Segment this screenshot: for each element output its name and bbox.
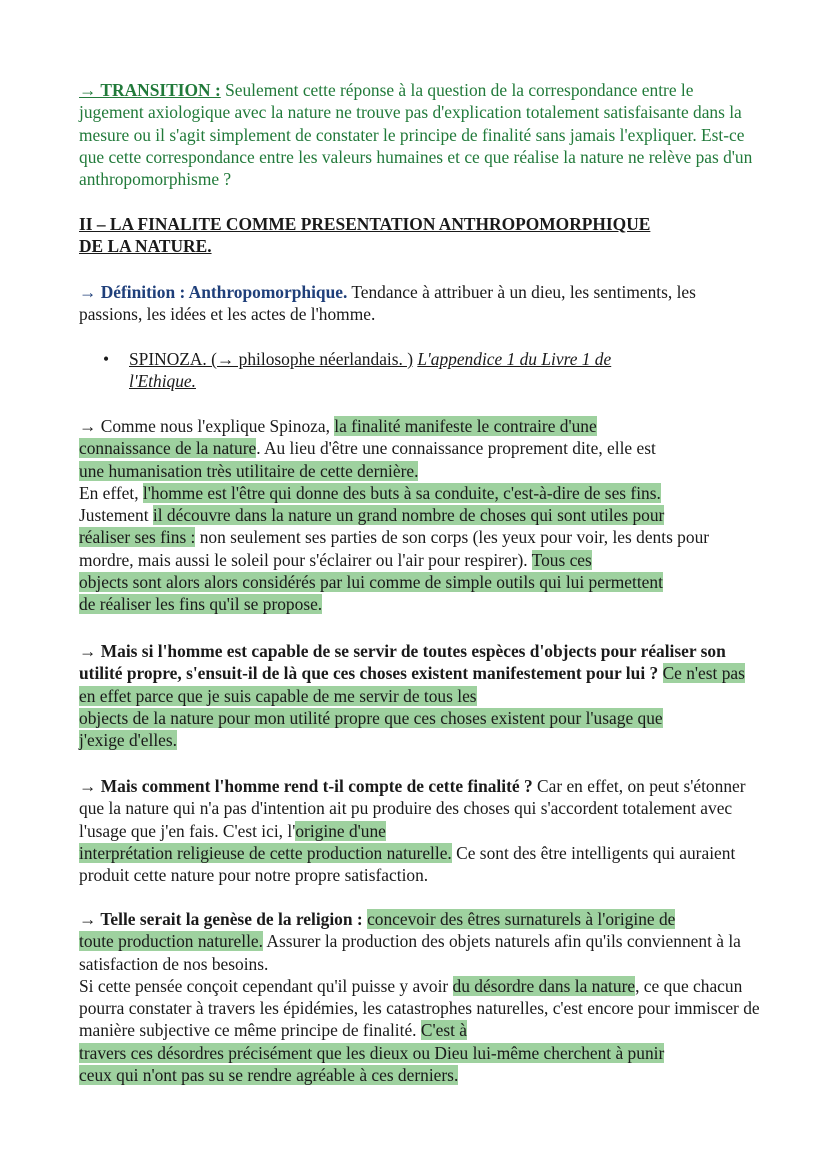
highlighted-text: origine d'une xyxy=(295,820,386,841)
reference-bullet xyxy=(103,348,703,393)
text-span: , ce que chacun pourra constater à travers les épidémies, les catastrophes naturelles, c'est encore pour immiscer de manière subjective ce même principe de finalité. xyxy=(79,975,760,1041)
definition-label: → Définition : Anthropomorphique. xyxy=(79,282,348,302)
bold-question: → Mais comment l'homme rend t-il compte de cette finalité ? xyxy=(79,776,533,796)
usefulness-paragraph xyxy=(79,640,759,751)
highlighted-text: du désordre dans la nature xyxy=(452,975,636,996)
transition-paragraph xyxy=(79,79,759,190)
highlighted-text: ceux qui n'ont pas su se rendre agréable à ces derniers. xyxy=(79,1065,459,1086)
highlighted-text: C'est à xyxy=(420,1020,467,1041)
highlighted-text: l'homme est l'être qui donne des buts à sa conduite, c'est-à-dire de ses fins. xyxy=(142,482,661,503)
spinoza-paragraph xyxy=(79,415,759,616)
bold-question: → Mais si l'homme est capable de se servir de toutes espèces d'objects pour réaliser son utilité propre, s'ensuit-il de là que ces choses existent manifestement pour lui ? xyxy=(79,641,726,684)
transition-label: → TRANSITION : xyxy=(79,80,221,100)
transition-text: Seulement cette réponse à la question de la correspondance entre le jugement axiologique avec la nature ne trouve pas d'explication totalement satisfaisante dans la mesure ou il s'agit simplement de constater le principe de finalité sans jamais l'expliquer. Est-ce que cette correspondance entre les valeurs humaines et ce que réalise la nature ne relève pas d'un anthropomorphisme ? xyxy=(79,80,753,190)
highlighted-text: Tous ces xyxy=(531,549,592,570)
highlighted-text: connaissance de la nature xyxy=(79,438,257,459)
highlighted-text: de réaliser les fins qu'il se propose. xyxy=(79,594,323,615)
highlighted-text: réaliser ses fins : xyxy=(79,527,196,548)
highlighted-text: toute production naturelle. xyxy=(79,931,263,952)
highlighted-text: concevoir des êtres surnaturels à l'origine de xyxy=(367,909,676,929)
text-span: Justement xyxy=(79,505,153,526)
highlighted-text: interprétation religieuse de cette production naturelle. xyxy=(79,842,452,863)
bullet-work-line2: l'Ethique. xyxy=(129,371,196,392)
highlighted-text: Ce n'est pas en effet parce que je suis capable de me servir de tous les xyxy=(79,663,745,706)
definition-paragraph xyxy=(79,281,759,326)
text-span: Si cette pensée conçoit cependant qu'il puisse y avoir xyxy=(79,975,453,996)
highlighted-text: travers ces désordres précisément que les dieux ou Dieu lui-même cherchent à punir xyxy=(79,1042,665,1063)
bullet-work-line1: L'appendice 1 du Livre 1 de xyxy=(417,349,612,369)
definition-text: Tendance à attribuer à un dieu, les sentiments, les passions, les idées et les actes de l'homme. xyxy=(79,282,696,325)
bullet-icon: • xyxy=(103,349,110,369)
highlighted-text: une humanisation très utilitaire de cette dernière. xyxy=(79,460,419,481)
section-heading xyxy=(79,213,779,258)
highlighted-text: il découvre dans la nature un grand nombre de choses qui sont utiles pour xyxy=(152,505,665,526)
section-heading-line1: II – LA FINALITE COMME PRESENTATION ANTHROPOMORPHIQUE xyxy=(79,214,651,234)
highlighted-text: j'exige d'elles. xyxy=(79,730,178,751)
bullet-author: SPINOZA. (→ philosophe néerlandais. ) xyxy=(129,349,413,369)
section-heading-line2: DE LA NATURE. xyxy=(79,236,212,257)
highlighted-text: objects sont alors alors considérés par lui comme de simple outils qui lui permettent xyxy=(79,572,663,593)
religion-origin-paragraph xyxy=(79,775,759,886)
highlighted-text: la finalité manifeste le contraire d'une xyxy=(334,416,597,436)
text-span: . Au lieu d'être une connaissance proprement dite, elle est xyxy=(256,438,656,459)
text-span: → Comme nous l'explique Spinoza, xyxy=(79,416,335,436)
text-span: Ce sont des être intelligents qui auraient produit cette nature pour notre propre satisfaction. xyxy=(79,842,736,886)
bold-question: → Telle serait la genèse de la religion : xyxy=(79,909,363,929)
highlighted-text: objects de la nature pour mon utilité propre que ces choses existent pour l'usage que xyxy=(79,707,663,728)
text-span: Car en effet, on peut s'étonner que la nature qui n'a pas d'intention ait pu produire des choses qui s'accordent totalement avec l'usage que j'en fais. C'est ici, l' xyxy=(79,776,746,841)
genesis-paragraph xyxy=(79,908,761,1086)
text-span: non seulement ses parties de son corps (les yeux pour voir, les dents pour mordre, mais aussi le soleil pour s'éclairer ou l'air pour respirer). xyxy=(79,527,710,570)
text-span: En effet, xyxy=(79,482,143,503)
text-span: Assurer la production des objets naturels afin qu'ils conviennent à la satisfaction de nos besoins. xyxy=(79,931,741,974)
